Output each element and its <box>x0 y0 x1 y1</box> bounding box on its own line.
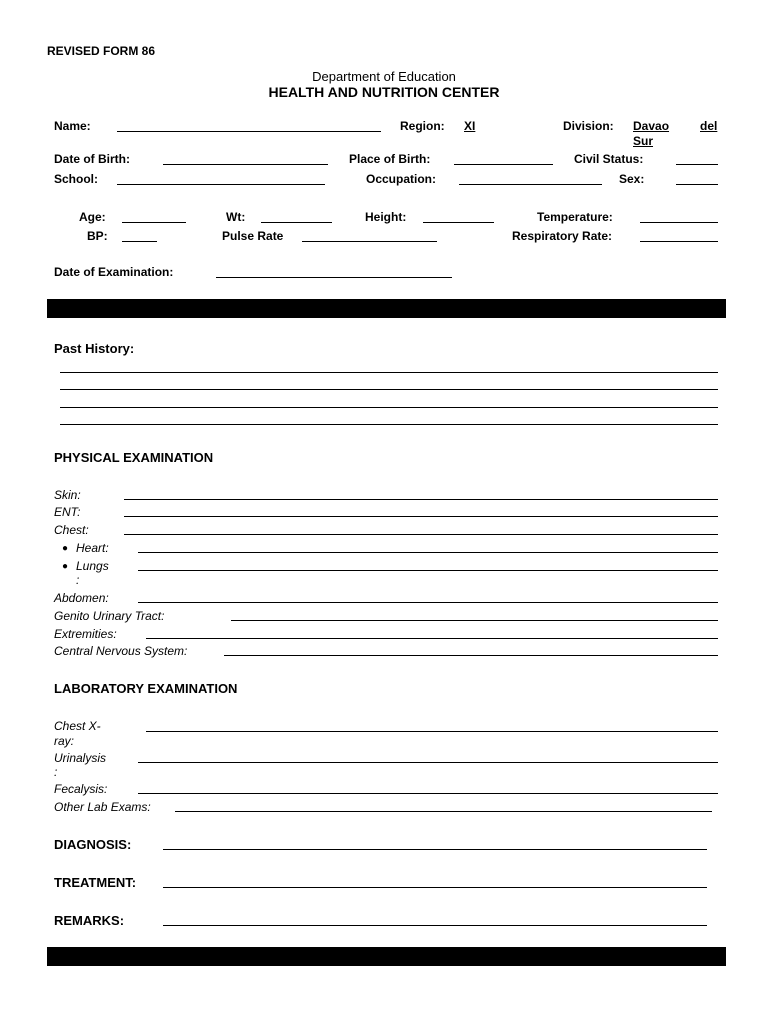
section-divider-top <box>47 299 726 318</box>
remarks-field[interactable] <box>163 925 707 926</box>
diagnosis-field[interactable] <box>163 849 707 850</box>
bp-label: BP: <box>87 229 108 243</box>
heart-field[interactable] <box>138 552 718 553</box>
age-label: Age: <box>79 210 106 224</box>
temperature-label: Temperature: <box>537 210 613 224</box>
genito-field[interactable] <box>231 620 718 621</box>
division-value-2[interactable]: del <box>700 119 718 133</box>
wt-field[interactable] <box>261 222 332 223</box>
civil-status-label: Civil Status: <box>574 152 644 166</box>
school-field[interactable] <box>117 184 325 185</box>
temperature-field[interactable] <box>640 222 718 223</box>
height-field[interactable] <box>423 222 494 223</box>
physical-exam-title: PHYSICAL EXAMINATION <box>54 450 214 465</box>
skin-field[interactable] <box>124 499 718 500</box>
urinalysis-label-2: : <box>54 765 58 779</box>
xray-label-1: Chest X- <box>54 719 101 733</box>
diagnosis-label: DIAGNOSIS: <box>54 837 132 852</box>
heart-label: Heart: <box>76 541 109 555</box>
xray-field[interactable] <box>146 731 718 732</box>
age-field[interactable] <box>122 222 186 223</box>
pob-label: Place of Birth: <box>349 152 431 166</box>
heart-bullet-icon: ● <box>62 543 69 554</box>
genito-label: Genito Urinary Tract: <box>54 609 165 623</box>
lab-exam-title: LABORATORY EXAMINATION <box>54 681 238 696</box>
pulse-field[interactable] <box>302 241 437 242</box>
pulse-label: Pulse Rate <box>222 229 284 243</box>
chest-field[interactable] <box>124 534 718 535</box>
lungs-field[interactable] <box>138 570 718 571</box>
other-lab-field[interactable] <box>175 811 712 812</box>
extremities-field[interactable] <box>146 638 718 639</box>
school-label: School: <box>54 172 98 186</box>
cns-field[interactable] <box>224 655 718 656</box>
lungs-bullet-icon: ● <box>62 561 69 572</box>
urinalysis-label-1: Urinalysis <box>54 751 107 765</box>
wt-label: Wt: <box>226 210 246 224</box>
occupation-field[interactable] <box>459 184 602 185</box>
dob-field[interactable] <box>163 164 328 165</box>
fecalysis-field[interactable] <box>138 793 718 794</box>
sex-label: Sex: <box>619 172 645 186</box>
region-value[interactable]: XI <box>464 119 476 133</box>
sex-field[interactable] <box>676 184 718 185</box>
dob-label: Date of Birth: <box>54 152 130 166</box>
division-value-1[interactable]: Davao <box>633 119 670 133</box>
height-label: Height: <box>365 210 407 224</box>
skin-label: Skin: <box>54 488 81 502</box>
respiratory-label: Respiratory Rate: <box>512 229 613 243</box>
respiratory-field[interactable] <box>640 241 718 242</box>
center-title: HEALTH AND NUTRITION CENTER <box>268 84 500 100</box>
division-label: Division: <box>563 119 614 133</box>
civil-status-field[interactable] <box>676 164 718 165</box>
division-value-3[interactable]: Sur <box>633 134 654 148</box>
section-divider-bottom <box>47 947 726 966</box>
cns-label: Central Nervous System: <box>54 644 188 658</box>
treatment-label: TREATMENT: <box>54 875 137 890</box>
urinalysis-field[interactable] <box>138 762 718 763</box>
treatment-field[interactable] <box>163 887 707 888</box>
occupation-label: Occupation: <box>366 172 437 186</box>
past-history-line-1[interactable] <box>60 372 718 373</box>
bp-field[interactable] <box>122 241 157 242</box>
lungs-colon: : <box>76 573 80 587</box>
xray-label-2: ray: <box>54 734 75 748</box>
ent-field[interactable] <box>124 516 718 517</box>
pob-field[interactable] <box>454 164 553 165</box>
name-label: Name: <box>54 119 91 133</box>
remarks-label: REMARKS: <box>54 913 125 928</box>
extremities-label: Extremities: <box>54 627 117 641</box>
other-lab-label: Other Lab Exams: <box>54 800 151 814</box>
exam-date-field[interactable] <box>216 277 452 278</box>
past-history-label: Past History: <box>54 341 135 356</box>
abdomen-field[interactable] <box>138 602 718 603</box>
name-field[interactable] <box>117 131 381 132</box>
past-history-line-2[interactable] <box>60 389 718 390</box>
abdomen-label: Abdomen: <box>54 591 109 605</box>
chest-label: Chest: <box>54 523 89 537</box>
department-title: Department of Education <box>312 69 456 84</box>
region-label: Region: <box>400 119 445 133</box>
past-history-line-3[interactable] <box>60 407 718 408</box>
fecalysis-label: Fecalysis: <box>54 782 108 796</box>
lungs-label: Lungs <box>76 559 109 573</box>
exam-date-label: Date of Examination: <box>54 265 174 279</box>
past-history-line-4[interactable] <box>60 424 718 425</box>
ent-label: ENT: <box>54 505 81 519</box>
form-code: REVISED FORM 86 <box>47 44 156 58</box>
